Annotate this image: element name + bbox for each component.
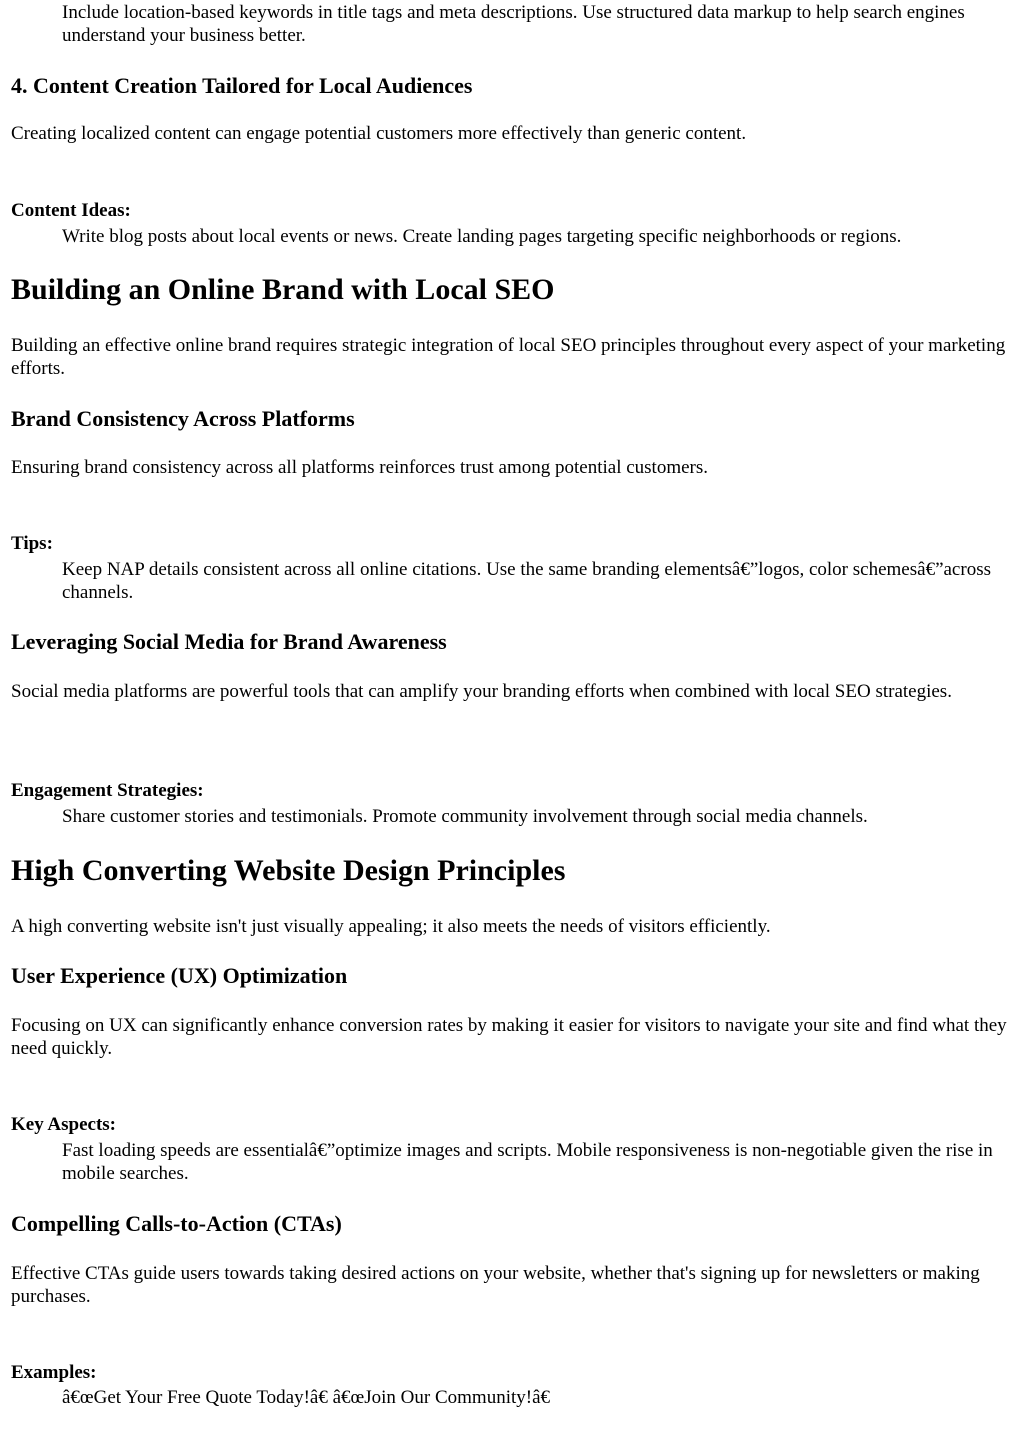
examples-label: Examples:: [11, 1362, 97, 1384]
paragraph: Social media platforms are powerful tools that can amplify your branding efforts when combined with local SEO strategies.: [11, 681, 952, 702]
key-aspects-label: Key Aspects:: [11, 1114, 117, 1136]
content-ideas-label: Content Ideas:: [11, 200, 131, 222]
section-heading-content-creation: 4. Content Creation Tailored for Local Audiences: [11, 73, 473, 98]
section-heading-social-media: Leveraging Social Media for Brand Awareness: [11, 629, 447, 654]
section-heading-brand-consistency: Brand Consistency Across Platforms: [11, 406, 355, 431]
heading-website-design: High Converting Website Design Principles: [11, 854, 566, 887]
tips-label: Tips:: [11, 533, 53, 555]
section-heading-ux: User Experience (UX) Optimization: [11, 963, 348, 988]
paragraph: Ensuring brand consistency across all platforms reinforces trust among potential customers.: [11, 457, 709, 478]
engagement-strategies-label: Engagement Strategies:: [11, 780, 204, 802]
paragraph: Effective CTAs guide users towards taking desired actions on your website, whether that's signing up for newsletters or making purchases.: [11, 1263, 980, 1307]
examples-quote: â€œGet Your Free Quote Today!â€ â€œJoin Our Community!â€: [62, 1387, 551, 1408]
key-aspects-quote: Fast loading speeds are essentialâ€”optimize images and scripts. Mobile responsiveness is non-negotiable given the rise in mobile searches.: [62, 1140, 993, 1184]
paragraph: Building an effective online brand requires strategic integration of local SEO principles throughout every aspect of your marketing efforts.: [11, 335, 1006, 379]
seo-tips-quote: Include location-based keywords in title tags and meta descriptions. Use structured data markup to help search engines understand your business better.: [62, 2, 965, 46]
heading-online-brand: Building an Online Brand with Local SEO: [11, 273, 555, 306]
paragraph: Focusing on UX can significantly enhance conversion rates by making it easier for visitors to navigate your site and find what they need quickly.: [11, 1015, 1007, 1059]
tips-quote: Keep NAP details consistent across all online citations. Use the same branding elementsâ€”logos, color schemesâ€”across channels.: [62, 559, 991, 603]
paragraph: Creating localized content can engage potential customers more effectively than generic content.: [11, 123, 747, 144]
paragraph: A high converting website isn't just visually appealing; it also meets the needs of visitors efficiently.: [11, 916, 771, 937]
content-ideas-quote: Write blog posts about local events or news. Create landing pages targeting specific neighborhoods or regions.: [62, 226, 902, 247]
engagement-strategies-quote: Share customer stories and testimonials. Promote community involvement through social media channels.: [62, 806, 868, 827]
section-heading-ctas: Compelling Calls-to-Action (CTAs): [11, 1211, 342, 1236]
